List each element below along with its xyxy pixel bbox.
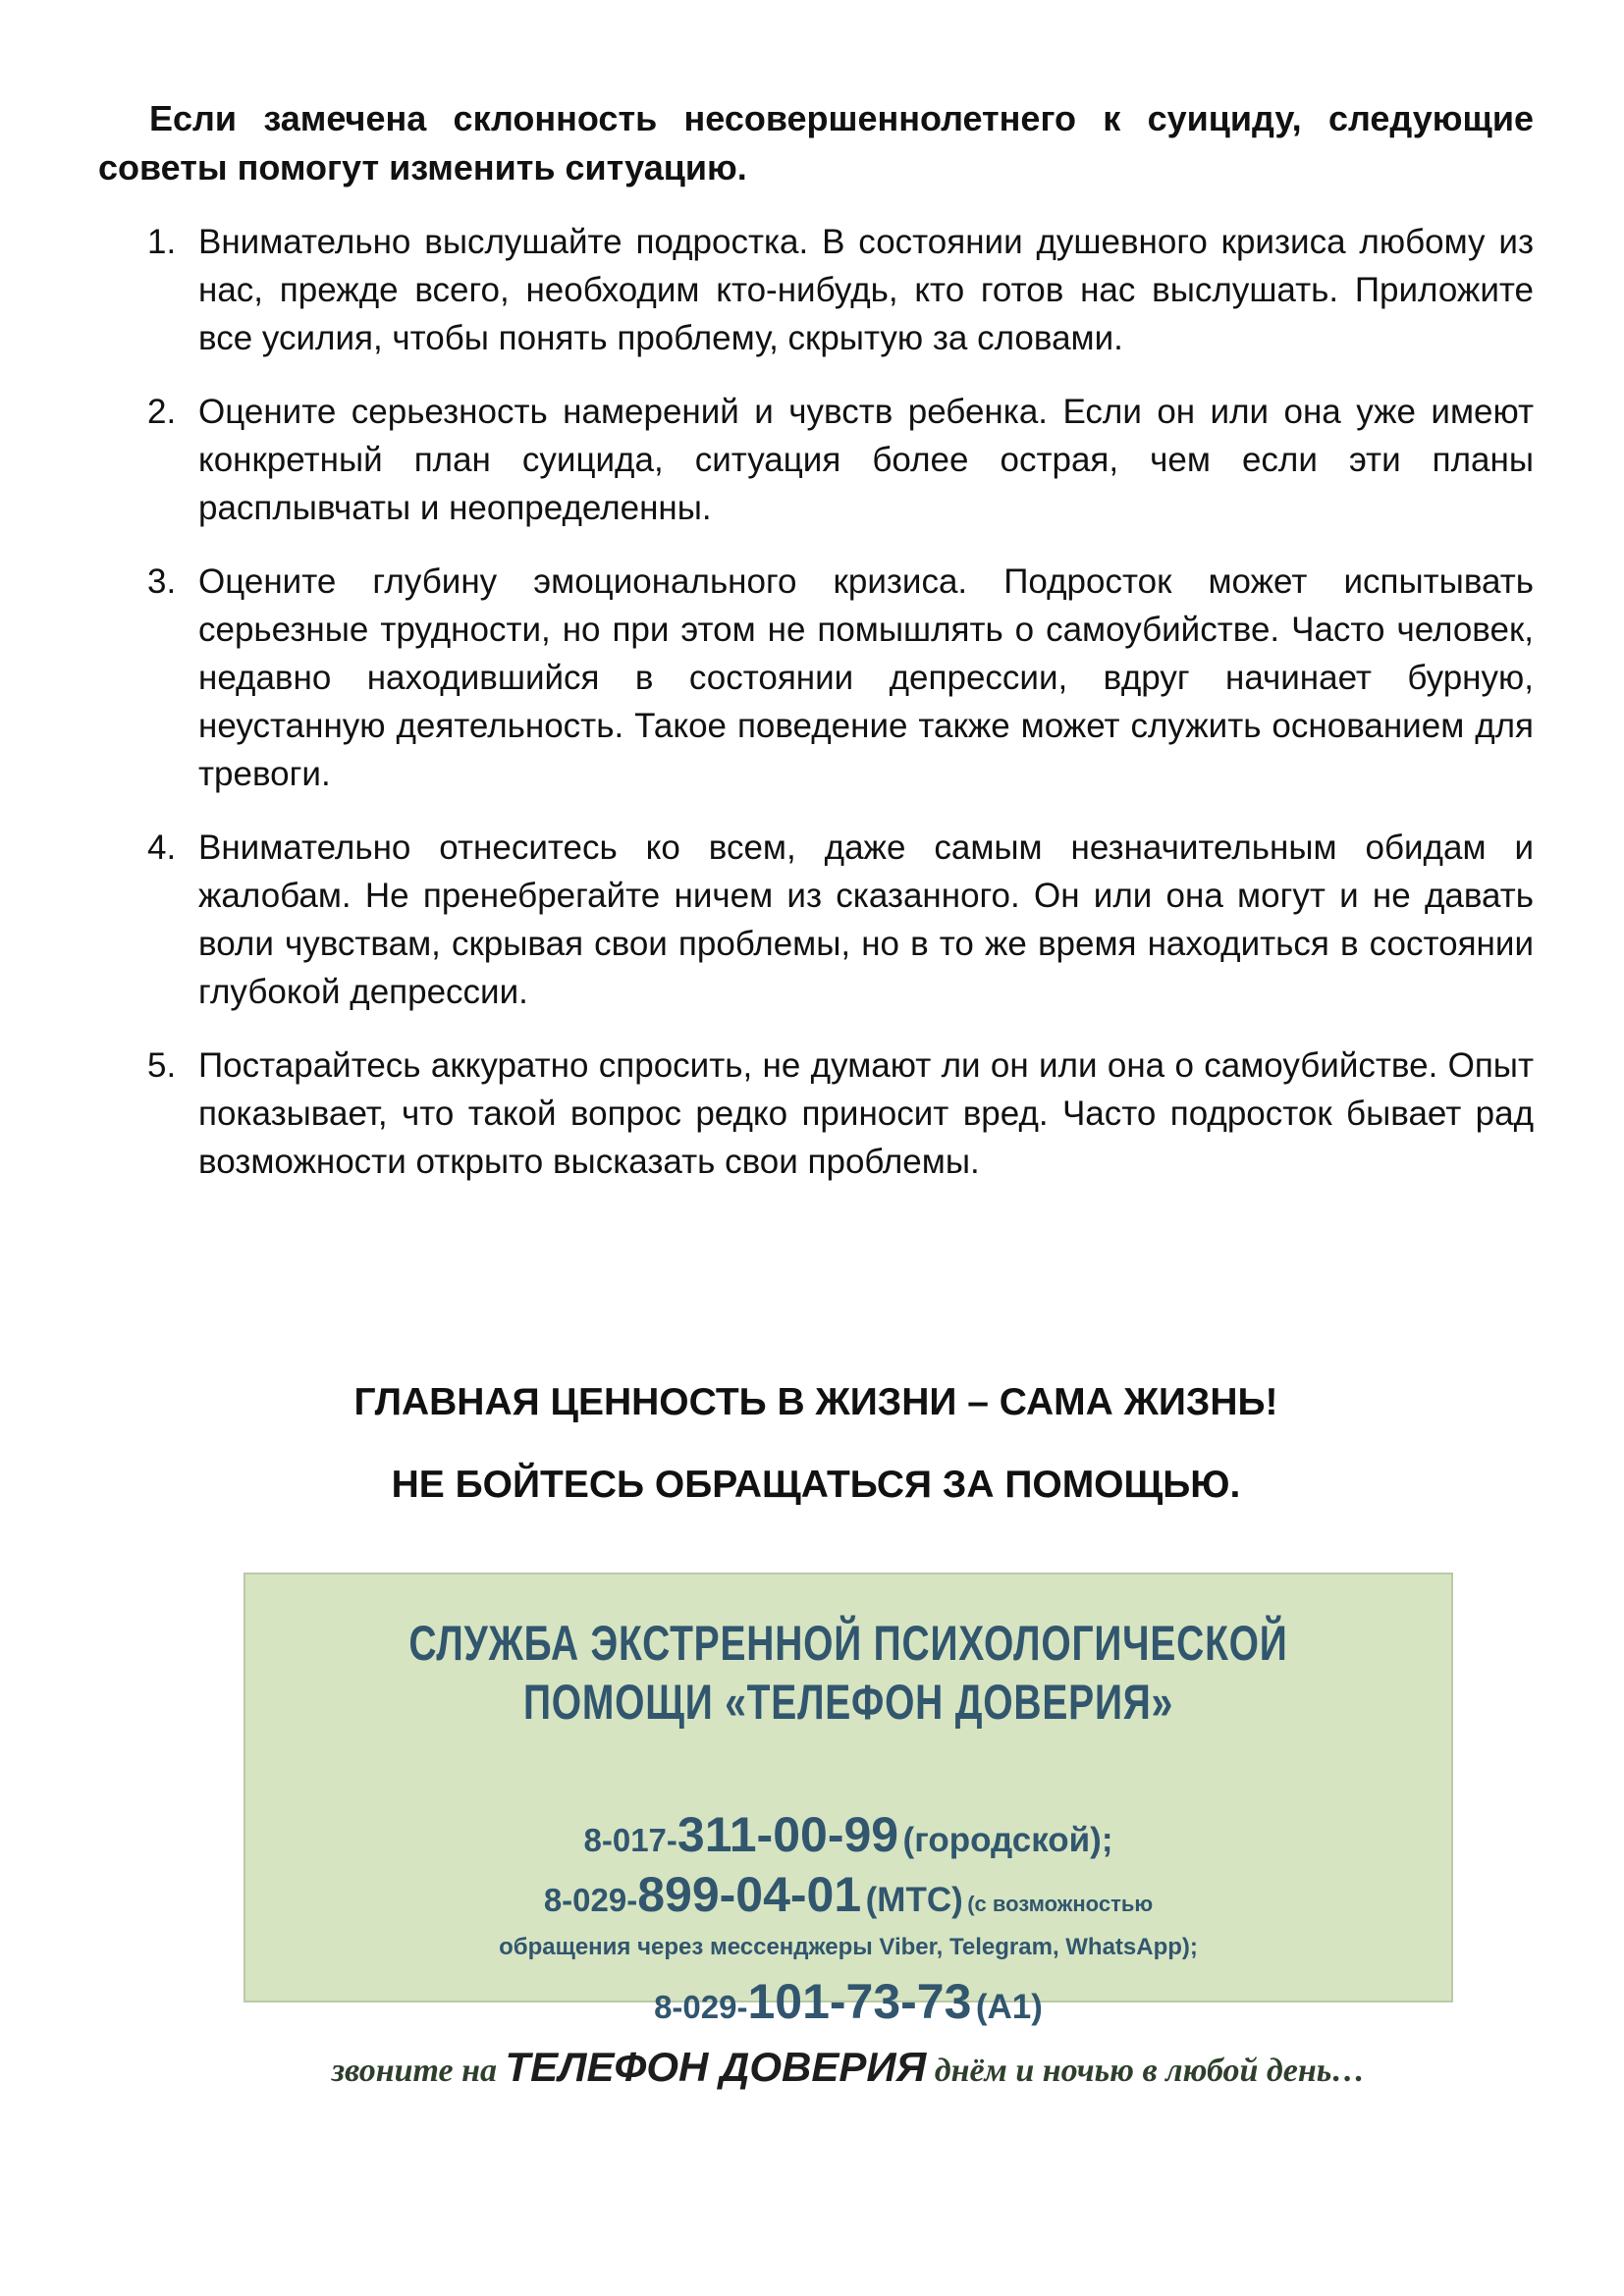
helpline-title [378, 1614, 1319, 1732]
call-anytime-line [245, 2044, 1451, 2091]
advice-list [98, 218, 1534, 1211]
phone-prefix: 8-029- [654, 1989, 748, 2025]
phone-operator: (городской); [902, 1821, 1113, 1859]
phone-operator: (МТС) [865, 1881, 963, 1919]
phone-line-a1 [245, 1973, 1451, 2030]
advice-number: 3. [147, 562, 177, 601]
advice-text: Оцените глубину эмоционального кризиса. Подросток может испытывать серьезные трудности, но при этом не помышлять о самоубийстве. Часто человек, недавно находившийся в состоянии депрессии, вдруг начинает бурную, неустанную деятельность. Такое поведение также может служить основанием для тревоги. [198, 562, 1534, 793]
phone-operator: (А1) [975, 1988, 1043, 2026]
helpline-title-line2: ПОМОЩИ «ТЕЛЕФОН ДОВЕРИЯ» [522, 1675, 1174, 1730]
intro-heading: Если замечена склонность несовершеннолетнего к суициду, следующие советы помогут изменить ситуацию. [98, 98, 1534, 187]
advice-text: Внимательно отнеситесь ко всем, даже самым незначительным обидам и жалобам. Не пренебрегайте ничем из сказанного. Он или она могут и не давать воли чувствам, скрывая свои проблемы, но в то же время находиться в состоянии глубокой депрессии. [198, 828, 1534, 1011]
slogan-life-value: ГЛАВНАЯ ЦЕННОСТЬ В ЖИЗНИ – САМА ЖИЗНЬ! [353, 1381, 1278, 1423]
call-brand: ТЕЛЕФОН ДОВЕРИЯ [505, 2044, 927, 2090]
advice-number: 2. [147, 393, 177, 431]
advice-number: 1. [147, 223, 177, 261]
helpline-title-line1: СЛУЖБА ЭКСТРЕННОЙ ПСИХОЛОГИЧЕСКОЙ [408, 1616, 1288, 1671]
phone-prefix: 8-017- [583, 1822, 677, 1858]
call-before: звоните на [331, 2053, 497, 2089]
advice-number: 5. [147, 1046, 177, 1085]
advice-text: Постарайтесь аккуратно спросить, не думают ли он или она о самоубийстве. Опыт показывает, что такой вопрос редко приносит вред. Часто подросток бывает рад возможности открыто высказать свои проблемы. [198, 1046, 1534, 1181]
helpline-card [244, 1573, 1453, 2090]
advice-item [98, 218, 1534, 362]
advice-number: 4. [147, 828, 177, 867]
advice-item [98, 824, 1534, 1016]
advice-text: Оцените серьезность намерений и чувств ребенка. Если он или она уже имеют конкретный план суицида, ситуация более острая, чем если эти планы расплывчаты и неопределенны. [198, 393, 1534, 527]
slogan-seek-help: НЕ БОЙТЕСЬ ОБРАЩАТЬСЯ ЗА ПОМОЩЬЮ. [391, 1464, 1241, 1506]
advice-text: Внимательно выслушайте подростка. В состоянии душевного кризиса любому из нас, прежде всего, необходим кто-нибудь, кто готов нас выслушать. Приложите все усилия, чтобы понять проблему, скрытую за словами. [198, 223, 1534, 357]
messenger-note: обращения через мессенджеры Viber, Telegram, WhatsApp); [499, 1934, 1198, 1960]
advice-item [98, 1041, 1534, 1186]
phone-number[interactable]: 101-73-73 [747, 1974, 972, 2029]
phone-prefix: 8-029- [543, 1882, 638, 1918]
phone-line-city [245, 1806, 1451, 1863]
phone-number[interactable]: 311-00-99 [677, 1807, 899, 1862]
phone-number[interactable]: 899-04-01 [637, 1867, 862, 1922]
call-after: днём и ночью в любой день… [934, 2053, 1366, 2089]
phone-line-mts [245, 1866, 1451, 1923]
advice-item [98, 558, 1534, 798]
phone-note: (с возможностью [967, 1892, 1154, 1916]
advice-item [98, 388, 1534, 532]
